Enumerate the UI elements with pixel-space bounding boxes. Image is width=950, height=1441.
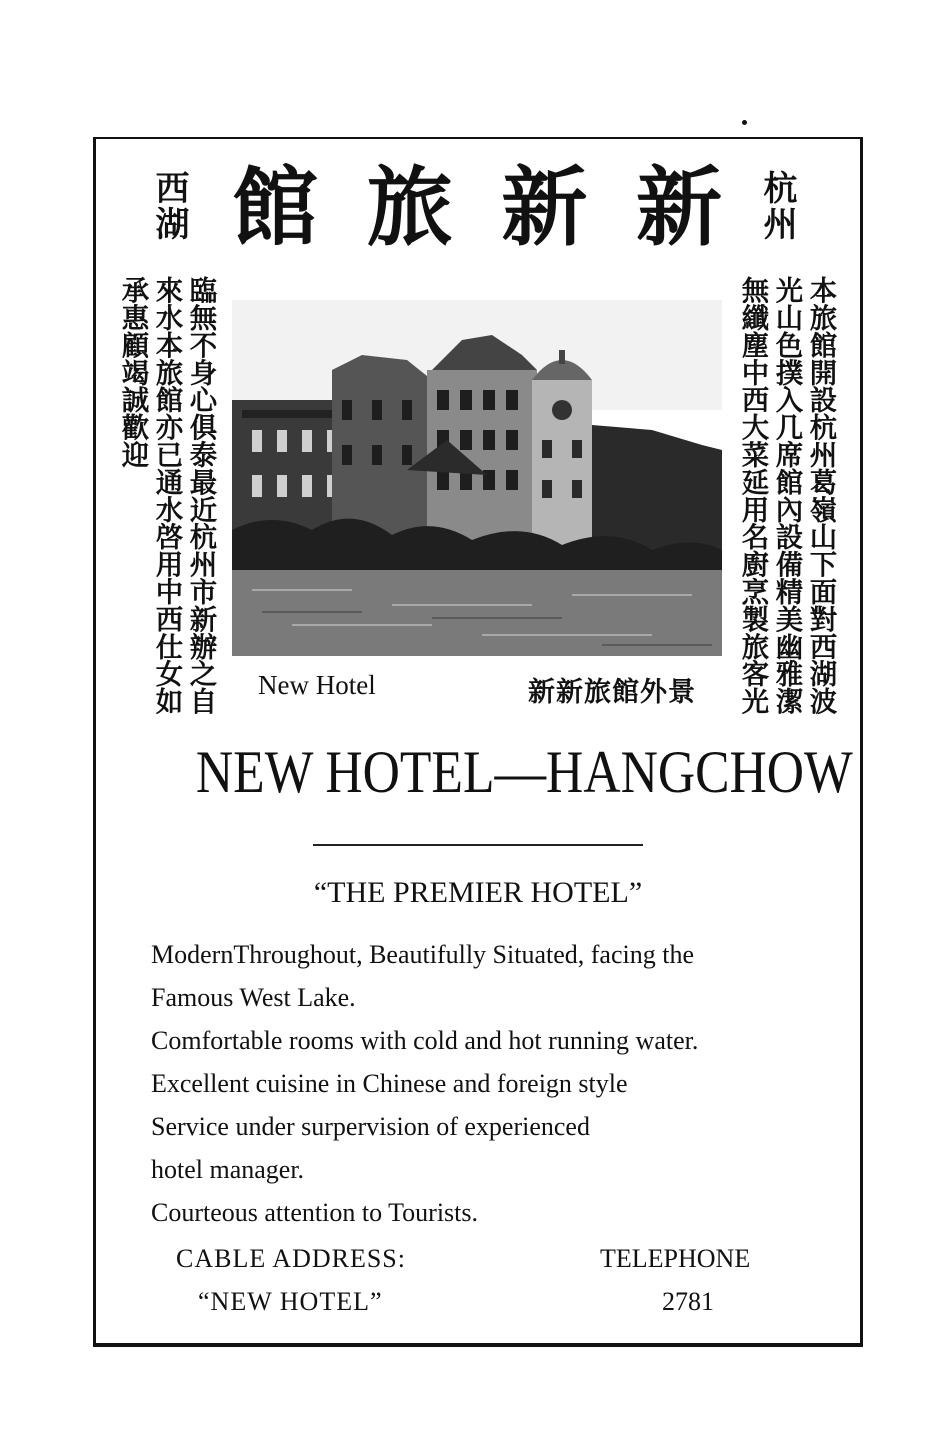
title-char-3: 新 — [501, 157, 588, 258]
left-column-1: 臨無不身心俱泰最近杭州市新辦之自 — [184, 276, 217, 715]
title-char-4: 新 — [635, 157, 722, 258]
telephone-number: 2781 — [662, 1287, 714, 1316]
title-char-1: 館 — [232, 157, 318, 258]
body-line-4: Excellent cuisine in Chinese and foreign style — [151, 1069, 628, 1098]
body-line-6: hotel manager. — [151, 1155, 305, 1184]
body-line-3: Comfortable rooms with cold and hot running water. — [151, 1026, 699, 1055]
left-column-2: 來水本旅館亦已通水啓用中西仕女如 — [150, 276, 183, 715]
right-column-2: 光山色撲入几席館內設備精美幽雅潔 — [770, 276, 803, 715]
cable-address-value: “NEW HOTEL” — [198, 1287, 383, 1316]
left-place-name: 西湖 — [149, 170, 189, 242]
right-column-3: 無纖塵中西大菜延用名廚烹製旅客光 — [736, 276, 769, 715]
title-divider — [313, 844, 643, 846]
chinese-hotel-name — [232, 157, 722, 258]
main-title: NEW HOTEL—HANGCHOW — [195, 739, 853, 805]
hotel-photo-drawing — [232, 300, 722, 656]
body-line-7: Courteous attention to Tourists. — [151, 1198, 479, 1227]
print-speck — [742, 120, 747, 125]
body-line-1: ModernThroughout, Beautifully Situated, facing the — [151, 940, 694, 969]
body-line-5: Service under surpervision of experienced — [151, 1112, 590, 1141]
left-column-3: 承惠顧竭誠歡迎 — [116, 276, 149, 468]
photo-caption-chinese: 新新旅館外景 — [528, 677, 696, 708]
right-place-name: 杭州 — [757, 170, 797, 242]
right-column-1: 本旅館開設杭州葛嶺山下面對西湖波 — [804, 276, 837, 715]
subtitle: “THE PREMIER HOTEL” — [313, 876, 643, 909]
cable-address-label: CABLE ADDRESS: — [176, 1244, 406, 1273]
body-line-2: Famous West Lake. — [151, 983, 356, 1012]
telephone-label: TELEPHONE — [600, 1244, 751, 1273]
hotel-photo — [232, 300, 722, 656]
photo-caption-english: New Hotel — [258, 670, 376, 700]
title-char-2: 旅 — [366, 157, 453, 258]
